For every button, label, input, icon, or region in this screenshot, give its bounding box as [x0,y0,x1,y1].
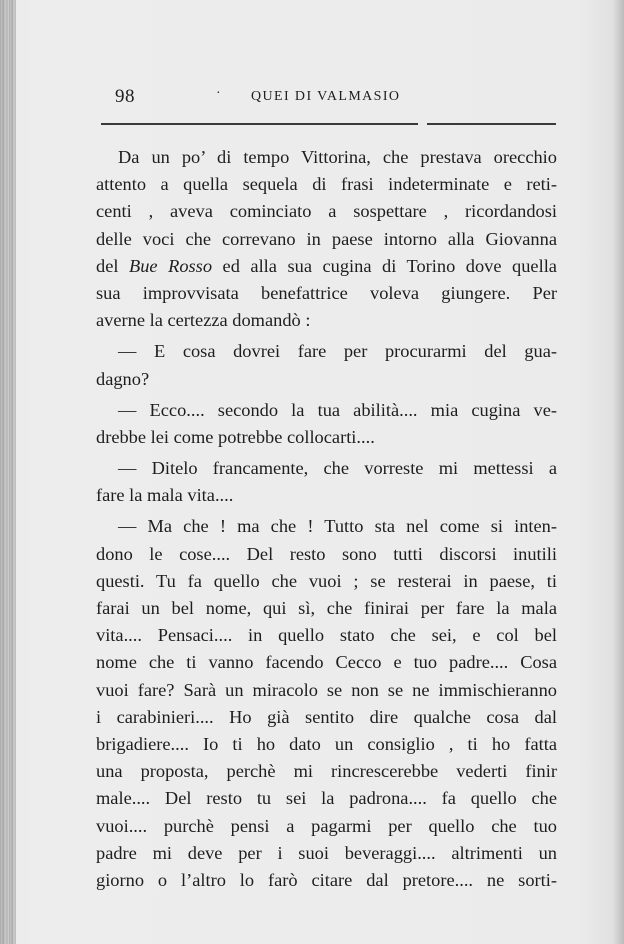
page-number: 98 [115,86,135,107]
page-edge [614,0,624,944]
header-rule-gap [418,122,427,126]
text-line: — Ditelo francamente, che vorreste mi mettessi a [118,458,557,479]
running-title: QUEI DI VALMASIO [251,89,401,104]
text-line: vuoi fare? Sarà un miracolo se non se ne immischieranno [96,679,557,700]
body-text [96,144,557,894]
text-line: — Ecco.... secondo la tua abilità.... mia cugina ve- [118,399,557,420]
page-binding-shadow [0,0,16,944]
text-line: vita.... Pensaci.... in quello stato che sei, e col bel [96,625,557,646]
text-line: attento a quella sequela di frasi indeterminate e reti- [96,174,557,195]
text-line: questi. Tu fa quello che vuoi ; se resterai in paese, ti [96,570,557,591]
text-line: una proposta, perchè mi rincrescerebbe vederti finir [96,761,557,782]
text-line: nome che ti vanno facendo Cecco e tuo padre.... Cosa [96,652,557,673]
text-line: delle voci che correvano in paese intorno alla Giovanna [96,228,557,249]
text-line: — E cosa dovrei fare per procurarmi del gua- [118,341,557,362]
text-line: fare la mala vita.... [96,485,234,506]
text-line: drebbe lei come potrebbe collocarti.... [96,426,375,447]
text-line: dono le cose.... Del resto sono tutti discorsi inutili [96,543,557,564]
text-line: giorno o l’altro lo farò citare dal pretore.... ne sorti- [96,869,557,890]
text-line: Da un po’ di tempo Vittorina, che prestava orecchio [118,147,557,167]
text-line: male.... Del resto tu sei la padrona.... fa quello che [96,788,557,809]
text-line: vuoi.... purchè pensi a pagarmi per quello che tuo [96,815,557,836]
running-head [103,86,558,110]
text-line: farai un bel nome, qui sì, che finirai per fare la mala [96,598,557,618]
text-line: i carabinieri.... Ho già sentito dire qualche cosa dal [96,706,557,727]
text-line: del Bue Rosso ed alla sua cugina di Torino dove quella [96,255,557,276]
text-line: padre mi deve per i suoi beveraggi.... altrimenti un [96,842,557,863]
text-line: — Ma che ! ma che ! Tutto sta nel come si inten- [118,516,557,537]
text-line: sua improvvisata benefattrice voleva giungere. Per [96,282,557,303]
text-line: averne la certezza domandò : [96,310,311,331]
head-dot: · [216,86,221,101]
text-line: dagno? [96,368,150,389]
inn-name-italic: Bue Rosso [128,255,213,276]
text-line: centi , aveva cominciato a sospettare , ricordandosi [96,201,557,222]
text-line: brigadiere.... Io ti ho dato un consiglio , ti ho fatta [96,733,557,754]
header-rule [101,123,556,125]
